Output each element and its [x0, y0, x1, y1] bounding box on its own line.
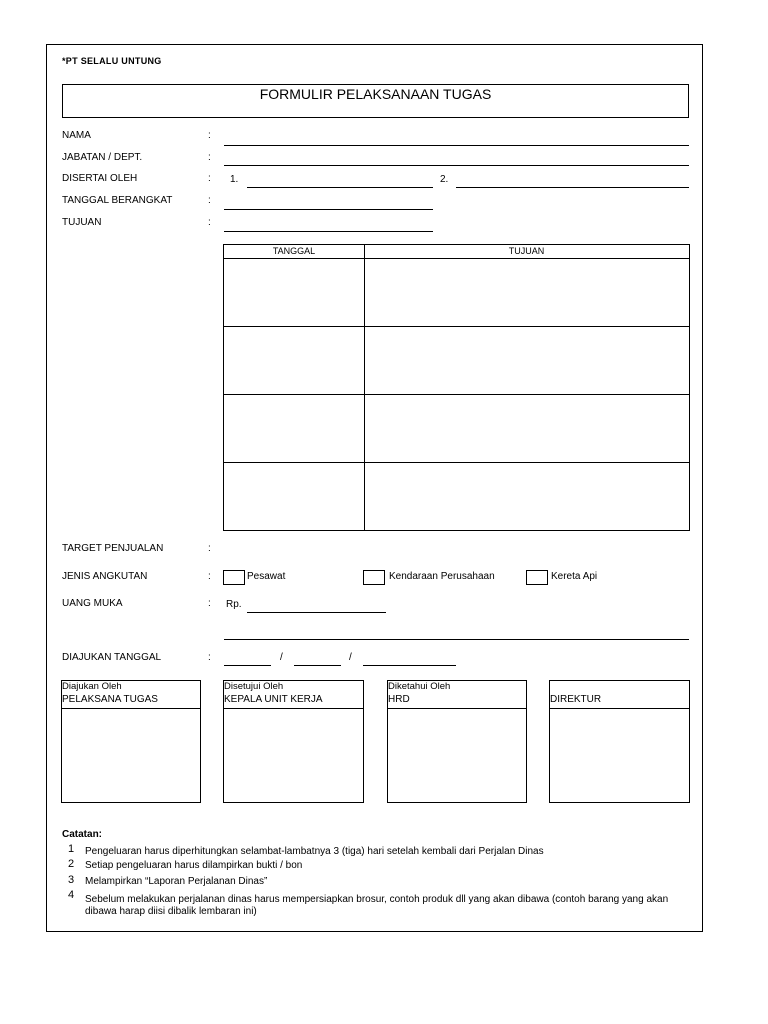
note-text: Setiap pengeluaran harus dilampirkan bukti / bon: [85, 860, 303, 871]
colon: :: [208, 598, 211, 609]
colon: :: [208, 130, 211, 141]
table-header-tanggal: TANGGAL: [272, 246, 316, 256]
table-row-divider: [224, 462, 689, 463]
checkbox-label-kendaraan-perusahaan: Kendaraan Perusahaan: [389, 571, 495, 582]
date-day-field[interactable]: [224, 665, 271, 666]
signature-role: DIREKTUR: [550, 694, 602, 705]
checkbox-label-pesawat: Pesawat: [247, 571, 286, 582]
colon: :: [208, 652, 211, 663]
signature-box-hrd[interactable]: [387, 680, 527, 803]
note-number: 1: [68, 843, 75, 855]
signature-role: HRD: [388, 694, 410, 705]
signature-divider: [223, 708, 364, 709]
label-jenis-angkutan: JENIS ANGKUTAN: [62, 571, 148, 582]
colon: :: [208, 543, 211, 554]
signature-box-pelaksana[interactable]: [61, 680, 201, 803]
form-title: FORMULIR PELAKSANAAN TUGAS: [259, 86, 492, 102]
signature-caption: Diajukan Oleh: [62, 681, 122, 692]
signature-divider: [387, 708, 527, 709]
table-header-divider: [224, 258, 689, 259]
label-diajukan-tanggal: DIAJUKAN TANGGAL: [62, 652, 162, 663]
table-column-divider: [364, 245, 365, 530]
disertai-field-2[interactable]: [456, 187, 689, 188]
uang-muka-field[interactable]: [247, 612, 386, 613]
note-text: Pengeluaran harus diperhitungkan selambat-lambatnya 3 (tiga) hari setelah kembali dari Perjalan Dinas: [85, 846, 544, 857]
note-text: Melampirkan “Laporan Perjalanan Dinas”: [85, 876, 268, 887]
jabatan-field[interactable]: [224, 165, 689, 166]
colon: :: [208, 571, 211, 582]
signature-box-kepala-unit[interactable]: [223, 680, 364, 803]
label-tujuan: TUJUAN: [62, 217, 102, 228]
disertai-number-1: 1.: [230, 174, 239, 185]
disertai-field-1[interactable]: [247, 187, 433, 188]
disertai-number-2: 2.: [440, 174, 449, 185]
signature-divider: [61, 708, 201, 709]
rp-label: Rp.: [226, 599, 242, 610]
checkbox-kereta-api[interactable]: [526, 570, 548, 585]
company-name: *PT SELALU UNTUNG: [62, 56, 162, 66]
signature-role: KEPALA UNIT KERJA: [224, 694, 323, 705]
table-header-tujuan: TUJUAN: [508, 246, 545, 256]
colon: :: [208, 152, 211, 163]
checkbox-kendaraan-perusahaan[interactable]: [363, 570, 385, 585]
signature-divider: [549, 708, 690, 709]
label-nama: NAMA: [62, 130, 91, 141]
label-uang-muka: UANG MUKA: [62, 598, 123, 609]
date-separator: /: [349, 652, 352, 663]
nama-field[interactable]: [224, 145, 689, 146]
notes-title: Catatan:: [62, 829, 103, 840]
note-number: 3: [68, 874, 75, 886]
colon: :: [208, 217, 211, 228]
table-row-divider: [224, 394, 689, 395]
colon: :: [208, 173, 211, 184]
signature-caption: Diketahui Oleh: [388, 681, 451, 692]
date-separator: /: [280, 652, 283, 663]
signature-role: PELAKSANA TUGAS: [62, 694, 158, 705]
signature-caption: Disetujui Oleh: [224, 681, 284, 692]
date-month-field[interactable]: [294, 665, 341, 666]
label-tanggal-berangkat: TANGGAL BERANGKAT: [62, 195, 173, 206]
itinerary-table: [223, 244, 690, 531]
signature-box-direktur[interactable]: [549, 680, 690, 803]
note-number: 4: [68, 889, 75, 901]
note-number: 2: [68, 858, 75, 870]
checkbox-pesawat[interactable]: [223, 570, 245, 585]
checkbox-label-kereta-api: Kereta Api: [551, 571, 598, 582]
note-text: Sebelum melakukan perjalanan dinas harus mempersiapkan brosur, contoh produk dll yang akan dibawa (contoh barang yang akan dibawa harap diisi dibalik lembaran ini): [85, 894, 669, 917]
colon: :: [208, 195, 211, 206]
title-box: [62, 84, 689, 118]
tujuan-field[interactable]: [224, 231, 433, 232]
label-target-penjualan: TARGET PENJUALAN: [62, 543, 164, 554]
date-year-field[interactable]: [363, 665, 456, 666]
tanggal-berangkat-field[interactable]: [224, 209, 433, 210]
table-row-divider: [224, 326, 689, 327]
label-jabatan: JABATAN / DEPT.: [62, 152, 143, 163]
label-disertai: DISERTAI OLEH: [62, 173, 138, 184]
uang-muka-terbilang-field[interactable]: [224, 639, 689, 640]
